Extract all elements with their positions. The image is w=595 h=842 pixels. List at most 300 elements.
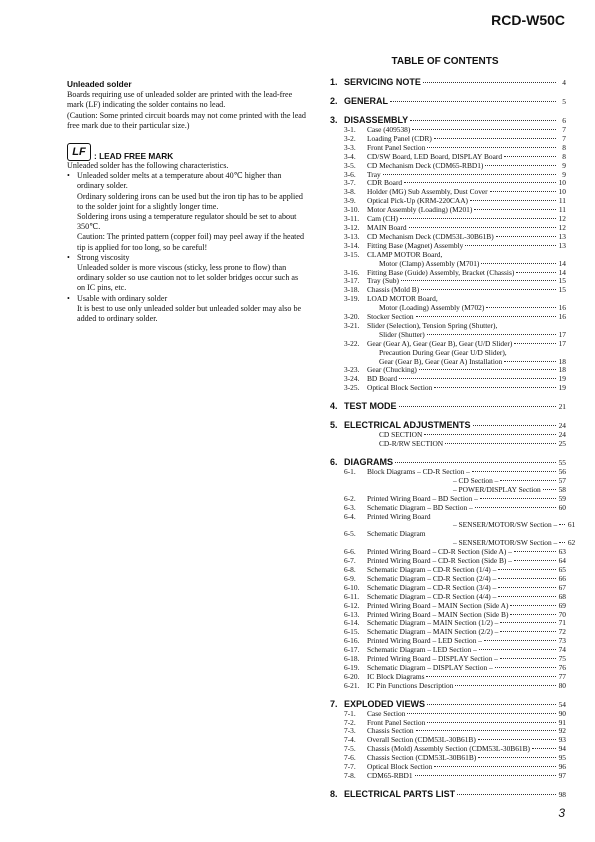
toc-leader (479, 649, 556, 650)
toc-entry[interactable] (330, 375, 566, 384)
toc-entry-number: 3-2. (344, 133, 356, 143)
toc-entry-text: Motor (Clamp) Assembly (M701) (379, 258, 480, 268)
toc-entry-number: 7-6. (344, 753, 356, 763)
toc-entry-text: CD Mechanism Deck (CDM53L-30B61B) (367, 231, 494, 241)
toc-entry-number: 6-8. (344, 564, 356, 574)
toc-entry[interactable] (330, 358, 566, 367)
toc-leader (495, 667, 556, 668)
toc-section[interactable] (330, 77, 566, 88)
toc-entry-text: Printed Wiring Board – LED Section – (367, 636, 482, 646)
toc-entry-page: 13 (558, 240, 566, 250)
toc-entry-page: 92 (558, 726, 566, 736)
toc-leader (410, 120, 556, 121)
toc-leader (423, 82, 556, 83)
toc-section-page: 54 (558, 699, 566, 709)
toc-entry-text: Case Section (367, 708, 406, 718)
toc-leader (445, 443, 556, 444)
toc-section-title: TEST MODE (344, 401, 397, 412)
toc-section-number: 7. (330, 698, 338, 709)
toc-entry-number: 7-2. (344, 717, 356, 727)
toc-entry-page: 90 (558, 708, 566, 718)
toc-section-page: 55 (558, 458, 566, 467)
toc-entry-page: 75 (558, 654, 566, 664)
toc-entry-number: 6-3. (344, 502, 356, 512)
toc-entry-text: Schematic Diagram – DISPLAY Section – (367, 662, 493, 672)
toc-section[interactable] (330, 96, 566, 107)
toc-entry[interactable] (330, 171, 566, 180)
toc-leader (427, 334, 556, 335)
bullet-icon: • (67, 293, 70, 303)
toc-leader (399, 378, 556, 379)
bullet-icon: • (67, 171, 70, 181)
toc-entry-text: Holder (MG) Sub Assembly, Dust Cover (367, 187, 488, 197)
toc-section-number: 2. (330, 96, 338, 106)
toc-entry-text: Optical Block Section (367, 383, 433, 393)
toc-section-number: 5. (330, 420, 338, 431)
toc-entry-page: 57 (558, 475, 566, 485)
toc-leader (434, 766, 556, 767)
toc-entry-page: 16 (558, 312, 566, 322)
toc-entry-number: 3-24. (344, 374, 360, 384)
toc-entry-page: 64 (558, 556, 566, 566)
bullet-paragraph: Caution: The printed pattern (copper foil) may peel away if the heated tip is applied for too long, so be careful! (77, 232, 305, 252)
toc-entry[interactable] (330, 710, 566, 719)
toc-section-page: 5 (562, 97, 566, 106)
model-number: RCD-W50C (491, 12, 565, 28)
toc-entry-page: 91 (558, 717, 566, 727)
toc-entry-number: 3-18. (344, 285, 360, 295)
toc-leader (424, 434, 556, 435)
toc-entry-text: Motor (Loading) Assembly (M702) (379, 303, 485, 313)
toc-leader (504, 361, 556, 362)
toc-leader (416, 316, 556, 317)
toc-section-title: GENERAL (344, 96, 389, 106)
toc-entry-text: Fitting Base (Magnet) Assembly (367, 240, 464, 250)
toc-entry[interactable] (330, 431, 566, 440)
toc-section-page: 98 (558, 789, 566, 799)
toc-entry-text: IC Pin Functions Description (367, 680, 454, 690)
toc-leader (470, 200, 556, 201)
toc-entry-page: 60 (558, 502, 566, 512)
toc-entry-text: Overall Section (CDM53L-30B61B) (367, 735, 476, 745)
toc-entry-page: 18 (558, 356, 566, 366)
toc-entry-number: 6-4. (344, 511, 356, 521)
toc-entry-text: Chassis Section (367, 726, 414, 736)
toc-entry-number: 3-21. (344, 320, 360, 330)
toc-entry-text: Gear (Gear A), Gear (Gear B), Gear (U/D Slider) (367, 338, 513, 348)
toc-leader (559, 524, 565, 525)
toc-title: TABLE OF CONTENTS (391, 56, 499, 67)
toc-entry-number: 6-20. (344, 671, 360, 681)
toc-entry-page: 15 (558, 285, 566, 295)
toc-entry-page: 67 (558, 582, 566, 592)
toc-entry-text: Chassis Section (CDM53L-30B61B) (367, 753, 477, 763)
toc-entry-text: Front Panel Section (367, 142, 426, 152)
bullet-item (67, 253, 307, 294)
toc-leader (434, 387, 556, 388)
bullet-text: Usable with ordinary solder (77, 293, 168, 303)
toc-leader (498, 587, 556, 588)
toc-entry-number: 6-17. (344, 645, 360, 655)
toc-leader (401, 280, 556, 281)
toc-leader (504, 156, 556, 157)
toc-entry-page: 63 (558, 547, 566, 557)
toc-entry-text: LOAD MOTOR Board, (367, 294, 438, 304)
toc-leader (484, 640, 556, 641)
toc-entry[interactable] (330, 366, 566, 375)
toc-entry-text: Schematic Diagram (367, 529, 426, 539)
toc-entry[interactable] (330, 763, 566, 772)
toc-entry[interactable] (330, 322, 566, 331)
toc-entry-page: 18 (558, 365, 566, 375)
toc-leader (532, 748, 556, 749)
toc-entry-number: 3-15. (344, 249, 360, 259)
toc-leader (500, 480, 556, 481)
toc-entry-text: Schematic Diagram – CD-R Section (3/4) – (367, 582, 497, 592)
toc-entry-number: 3-25. (344, 383, 360, 393)
toc-entry-number: 6-18. (344, 654, 360, 664)
toc-leader (516, 272, 556, 273)
toc-section[interactable] (330, 401, 566, 412)
toc-leader (465, 245, 556, 246)
toc-section-number: 6. (330, 457, 338, 467)
toc-entry-page: 58 (558, 484, 566, 494)
toc-leader (457, 794, 556, 795)
toc-entry-number: 6-10. (344, 582, 360, 592)
bullet-text: Unleaded solder melts at a temperature about 40℃ higher than ordinary solder. (77, 171, 282, 191)
toc-entry-page: 11 (558, 196, 566, 206)
toc-entry-number: 6-16. (344, 636, 360, 646)
toc-entry[interactable] (330, 206, 566, 215)
toc-entry-page: 12 (558, 214, 566, 224)
toc-entry-number: 6-19. (344, 662, 360, 672)
toc-entry-text: Fitting Base (Guide) Assembly, Bracket (Chassis) (367, 267, 515, 277)
toc-leader (485, 165, 556, 166)
toc-entry-text: CD Mechanism Deck (CDM65-RBD1) (367, 160, 484, 170)
toc-entry-text: Tray (367, 169, 381, 179)
toc-entry-number: 3-14. (344, 240, 360, 250)
toc-entry-page: 65 (558, 564, 566, 574)
toc-entry-page: 73 (558, 636, 566, 646)
toc-entry-text: Schematic Diagram – CD-R Section (1/4) – (367, 564, 497, 574)
toc-entry-text: BD Board (367, 374, 398, 384)
toc-entry[interactable] (330, 468, 566, 477)
toc-leader (419, 369, 556, 370)
toc-entry-text: Printed Wiring Board – CD-R Section (Side A) – (367, 547, 512, 557)
toc-entry-text: Cam (CH) (367, 214, 398, 224)
toc-entry-text: Printed Wiring Board – CD-R Section (Side B) – (367, 556, 512, 566)
toc-entry[interactable] (330, 384, 566, 393)
toc-leader (455, 685, 556, 686)
toc-section-number: 8. (330, 788, 338, 799)
toc-entry-page: 7 (562, 133, 566, 143)
toc-entry[interactable] (330, 277, 566, 286)
toc-leader (407, 713, 556, 714)
toc-entry-number: 3-16. (344, 267, 360, 277)
toc-entry-page: 11 (558, 205, 566, 215)
toc-section[interactable] (330, 699, 566, 710)
toc-entry-text: Precaution During Gear (Gear U/D Slider), (379, 347, 507, 357)
toc-entry-text: Printed Wiring Board – DISPLAY Section – (367, 654, 498, 664)
toc-entry-number: 3-17. (344, 276, 360, 286)
toc-entry-page: 15 (558, 276, 566, 286)
toc-entry-page: 12 (558, 222, 566, 232)
toc-section[interactable] (330, 115, 566, 126)
toc-entry-number: 6-2. (344, 493, 356, 503)
toc-entry-text: Tray (Sub) (367, 276, 399, 286)
unleaded-body: Boards requiring use of unleaded solder are printed with the lead-free mark (LF) indicating the solder contains no lead. (67, 90, 293, 110)
toc-leader (486, 307, 556, 308)
toc-entry-page: 72 (558, 627, 566, 637)
toc-entry-number: 6-15. (344, 627, 360, 637)
toc-entry[interactable] (330, 269, 566, 278)
toc-entry-text: Front Panel Section (367, 717, 426, 727)
toc-entry-page: 76 (558, 662, 566, 672)
toc-entry-page: 56 (558, 467, 566, 476)
toc-entry-page: 70 (558, 609, 566, 619)
toc-leader (498, 596, 556, 597)
toc-entry-number: 7-7. (344, 762, 356, 772)
toc-entry-number: 3-5. (344, 160, 356, 170)
unleaded-caution: (Caution: Some printed circuit boards may not come printed with the lead free mark due to their particular size.) (67, 110, 306, 130)
bullet-icon: • (67, 252, 70, 262)
toc-entry-text: CD-R/RW SECTION (379, 439, 444, 449)
toc-entry-number: 7-8. (344, 771, 356, 780)
toc-leader (510, 614, 556, 615)
toc-entry-text: Schematic Diagram – CD-R Section (2/4) – (367, 573, 497, 583)
toc-entry-text: IC Block Diagrams (367, 671, 425, 681)
toc-entry-number: 7-1. (344, 708, 356, 718)
toc-section-page: 6 (562, 116, 566, 125)
toc-leader (390, 101, 556, 102)
toc-entry-number: 3-9. (344, 196, 356, 206)
toc-entry-number: 6-9. (344, 573, 356, 583)
toc-entry-page: 62 (567, 538, 576, 548)
toc-leader (500, 658, 556, 659)
toc-leader (480, 498, 556, 499)
toc-entry[interactable] (330, 286, 566, 295)
toc-leader (514, 551, 556, 552)
toc-entry-number: 3-23. (344, 365, 360, 375)
toc-entry-page: 80 (558, 680, 566, 690)
toc-entry-number: 6-13. (344, 609, 360, 619)
toc-entry[interactable] (330, 440, 566, 449)
toc-entry[interactable] (330, 242, 566, 251)
toc-entry-page: 13 (558, 231, 566, 241)
bullet-paragraph: Soldering irons using a temperature regulator should be set to about 350℃. (77, 212, 297, 232)
bullet-item (67, 171, 307, 253)
toc-leader (395, 462, 556, 463)
toc-leader (559, 542, 565, 543)
toc-leader (500, 631, 556, 632)
toc-entry[interactable] (330, 682, 566, 691)
toc-entry-text: Gear (Gear B), Gear (Gear A) Installation (379, 356, 503, 366)
toc-entry-text: Printed Wiring Board – MAIN Section (Side A) (367, 600, 509, 610)
toc-entry-text: Chassis (Mold) Assembly Section (CDM53L-30B61B) (367, 744, 531, 754)
toc-section-number: 4. (330, 401, 338, 412)
toc-entry-text: CLAMP MOTOR Board, (367, 249, 443, 259)
unleaded-solder-notes (67, 79, 307, 324)
toc-entry-number: 3-3. (344, 142, 356, 152)
toc-entry[interactable] (330, 664, 566, 673)
toc-section-number: 1. (330, 77, 338, 87)
toc-entry-page: 96 (558, 762, 566, 772)
toc-entry-page: 19 (558, 374, 566, 384)
toc-entry-number: 3-1. (344, 125, 356, 134)
toc-entry-page: 93 (558, 735, 566, 745)
toc-section-page: 24 (558, 421, 566, 431)
toc-entry-number: 3-22. (344, 338, 360, 348)
toc-section-number: 3. (330, 115, 338, 125)
bullet-text: Strong viscosity (77, 252, 130, 262)
toc-entry-text: Block Diagrams – CD-R Section – (367, 467, 470, 476)
toc-entry-text: MAIN Board (367, 222, 407, 232)
lead-free-bullets (67, 171, 307, 324)
toc-entry[interactable] (330, 304, 566, 313)
toc-entry-page: 95 (558, 753, 566, 763)
lead-free-logo-icon: LF (67, 143, 91, 161)
toc-entry[interactable] (330, 719, 566, 728)
toc-entry-page: 97 (558, 771, 566, 780)
toc-entry-number: 3-8. (344, 187, 356, 197)
toc-entry-number: 3-20. (344, 312, 360, 322)
toc-entry-page: 74 (558, 645, 566, 655)
toc-entry-number: 6-14. (344, 618, 360, 628)
toc-section[interactable] (330, 789, 566, 800)
toc-entry[interactable] (330, 162, 566, 171)
toc-leader (474, 209, 556, 210)
toc-leader (427, 722, 556, 723)
toc-section-page: 4 (562, 78, 566, 87)
toc-entry-number: 3-4. (344, 151, 356, 161)
toc-entry-text: – SENSER/MOTOR/SW Section – (453, 538, 558, 548)
toc-entry-text: CDM65-RBD1 (367, 771, 413, 780)
toc-entry-text: Printed Wiring Board – BD Section – (367, 493, 478, 503)
toc-leader (490, 191, 556, 192)
toc-entry-page: 61 (567, 520, 576, 530)
toc-leader (498, 578, 556, 579)
toc-entry-text: Schematic Diagram – MAIN Section (1/2) – (367, 618, 499, 628)
toc-entry-text: Chassis (Mold B) (367, 285, 420, 295)
toc-entry-text: Stocker Section (367, 312, 414, 322)
toc-entry-text: – SENSER/MOTOR/SW Section – (453, 520, 558, 530)
toc-entry-text: Loading Panel (CDR) (367, 133, 432, 143)
toc-leader (514, 560, 556, 561)
toc-entry-text: CDR Board (367, 178, 403, 188)
toc-entry-text: Optical Block Section (367, 762, 433, 772)
toc-entry-number: 7-5. (344, 744, 356, 754)
toc-entry-page: 14 (558, 258, 566, 268)
toc-entry[interactable] (330, 126, 566, 135)
toc-entry-page: 24 (558, 430, 566, 440)
toc-entry-number: 7-4. (344, 735, 356, 745)
toc-entry-number: 3-6. (344, 169, 356, 179)
toc-entry[interactable] (330, 772, 566, 781)
toc-entry-number: 3-10. (344, 205, 360, 215)
toc-section-title: DIAGRAMS (344, 457, 393, 467)
toc-leader (400, 218, 556, 219)
toc-entry[interactable] (330, 754, 566, 763)
toc-section-title: ELECTRICAL ADJUSTMENTS (344, 420, 471, 431)
toc-entry-page: 16 (558, 303, 566, 313)
toc-leader (478, 757, 556, 758)
toc-leader (416, 730, 556, 731)
page-number: 3 (558, 806, 565, 820)
toc-leader (481, 263, 556, 264)
toc-section-title: ELECTRICAL PARTS LIST (344, 788, 456, 799)
toc-entry-page: 10 (558, 178, 566, 188)
toc-entry-page: 17 (558, 329, 566, 339)
toc-leader (383, 174, 556, 175)
toc-entry-page: 68 (558, 591, 566, 601)
toc-entry[interactable] (330, 215, 566, 224)
toc-entry-text: Optical Pick-Up (KRM-220CAA) (367, 196, 468, 206)
toc-entry-text: CD/SW Board, LED Board, DISPLAY Board (367, 151, 503, 161)
toc-entry-number: 6-11. (344, 591, 360, 601)
toc-entry-text: Slider (Selection), Tension Spring (Shutter), (367, 320, 498, 330)
toc-entry[interactable] (330, 504, 566, 513)
toc-section-title: EXPLODED VIEWS (344, 698, 426, 709)
toc-entry-page: 25 (558, 439, 566, 449)
toc-entry[interactable] (330, 135, 566, 144)
toc-section-page: 21 (558, 402, 566, 412)
lead-free-mark-heading (67, 143, 307, 161)
toc-entry-number: 6-7. (344, 556, 356, 566)
toc-entry-text: CD SECTION (379, 430, 423, 440)
toc-section-title: SERVICING NOTE (344, 77, 421, 87)
bullet-paragraph: It is best to use only unleaded solder but unleaded solder may also be added to ordinary solder. (77, 303, 302, 324)
toc-entry-number: 7-3. (344, 726, 356, 736)
toc-leader (543, 489, 556, 490)
toc-entry-text: Printed Wiring Board – MAIN Section (Side B) (367, 609, 509, 619)
toc-entry-number: 6-21. (344, 680, 360, 690)
toc-entry-text: Schematic Diagram – LED Section – (367, 645, 477, 655)
toc-entry-text: Schematic Diagram – CD-R Section (4/4) – (367, 591, 497, 601)
toc-leader (498, 569, 556, 570)
toc-leader (473, 425, 556, 426)
toc-entry-page: 77 (558, 671, 566, 681)
bullet-paragraph: Ordinary soldering irons can be used but the iron tip has to be applied to the solder joint for a slightly longer time. (77, 191, 303, 211)
toc-leader (434, 138, 556, 139)
toc-entry-page: 8 (562, 151, 566, 161)
lead-free-intro: Unleaded solder has the following characteristics. (67, 161, 229, 171)
toc-entry-page: 69 (558, 600, 566, 610)
toc-leader (409, 227, 556, 228)
toc-entry-page: 10 (558, 187, 566, 197)
toc-entry-number: 6-1. (344, 467, 356, 476)
toc-entry-page: 17 (558, 338, 566, 348)
toc-entry-text: Schematic Diagram – BD Section – (367, 502, 473, 512)
toc-leader (427, 704, 556, 705)
toc-entry-number: 3-12. (344, 222, 360, 232)
toc-entry-page: 19 (558, 383, 566, 393)
toc-leader (427, 147, 556, 148)
toc-entry-text: – CD Section – (453, 475, 499, 485)
toc-leader (496, 236, 556, 237)
toc-entry-page: 14 (558, 267, 566, 277)
toc-entry-number: 6-5. (344, 529, 356, 539)
toc-entry-page: 7 (562, 125, 566, 134)
bullet-item (67, 294, 307, 325)
toc-leader (404, 182, 556, 183)
toc-section[interactable] (330, 420, 566, 431)
toc-entry-page: 59 (558, 493, 566, 503)
table-of-contents (330, 77, 576, 800)
toc-leader (475, 507, 556, 508)
toc-leader (399, 406, 556, 407)
toc-entry[interactable] (330, 520, 576, 530)
toc-section-title: DISASSEMBLY (344, 115, 409, 125)
